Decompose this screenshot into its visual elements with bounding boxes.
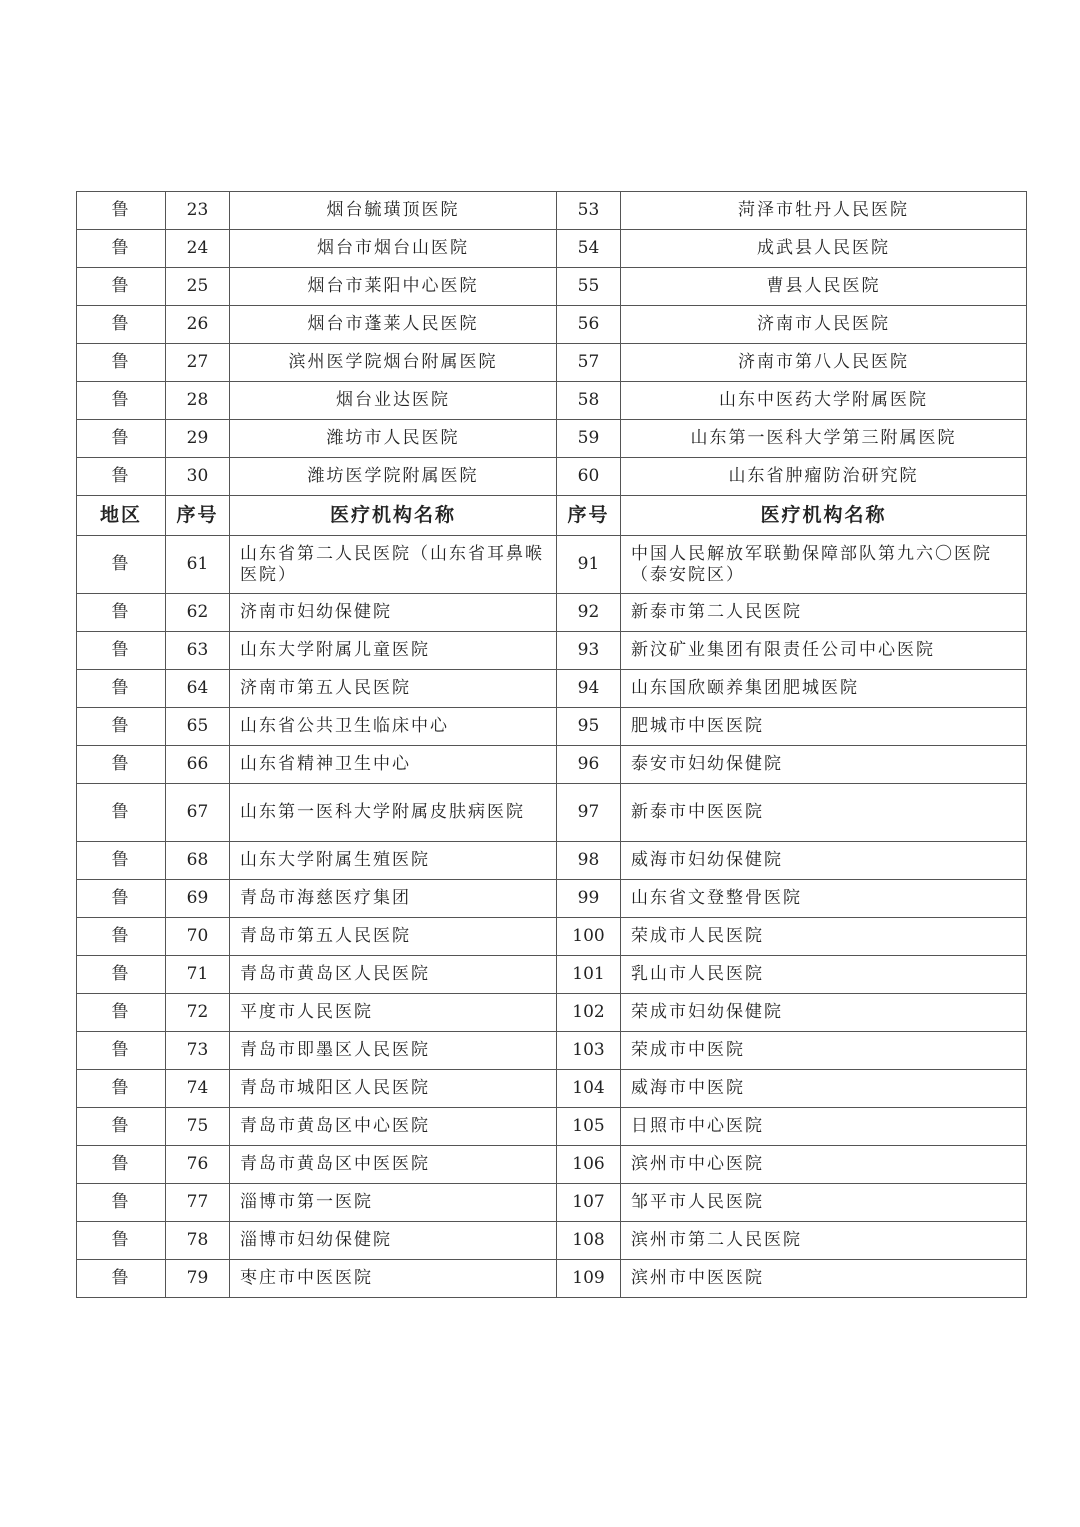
table-row <box>77 956 1027 994</box>
hospital-name-cell: 威海市妇幼保健院 <box>621 842 1027 880</box>
table-row <box>77 918 1027 956</box>
hospital-name-cell: 济南市人民医院 <box>621 306 1027 344</box>
table-row <box>77 708 1027 746</box>
number-cell: 74 <box>166 1070 230 1108</box>
hospital-name-cell: 山东省精神卫生中心 <box>230 746 557 784</box>
number-cell: 72 <box>166 994 230 1032</box>
region-cell: 鲁 <box>77 842 166 880</box>
region-cell: 鲁 <box>77 594 166 632</box>
region-cell: 鲁 <box>77 1146 166 1184</box>
table-row <box>77 1184 1027 1222</box>
region-cell: 鲁 <box>77 306 166 344</box>
hospital-name-cell: 潍坊医学院附属医院 <box>230 458 557 496</box>
region-cell: 鲁 <box>77 1108 166 1146</box>
hospital-name-cell: 烟台市烟台山医院 <box>230 230 557 268</box>
hospital-name-cell: 威海市中医院 <box>621 1070 1027 1108</box>
number-cell: 91 <box>557 536 621 594</box>
hospital-name-cell: 荣成市中医院 <box>621 1032 1027 1070</box>
hospital-name-cell: 青岛市黄岛区中医医院 <box>230 1146 557 1184</box>
number-cell: 53 <box>557 192 621 230</box>
hospital-name-cell: 山东大学附属生殖医院 <box>230 842 557 880</box>
number-cell: 54 <box>557 230 621 268</box>
name-header: 医疗机构名称 <box>230 496 557 536</box>
table-row <box>77 1108 1027 1146</box>
region-cell: 鲁 <box>77 192 166 230</box>
table-row <box>77 746 1027 784</box>
number-cell: 100 <box>557 918 621 956</box>
number-cell: 67 <box>166 784 230 842</box>
region-cell: 鲁 <box>77 1070 166 1108</box>
number-cell: 69 <box>166 880 230 918</box>
number-cell: 104 <box>557 1070 621 1108</box>
hospital-name-cell: 青岛市黄岛区中心医院 <box>230 1108 557 1146</box>
hospital-name-cell: 日照市中心医院 <box>621 1108 1027 1146</box>
hospital-name-cell: 滨州市第二人民医院 <box>621 1222 1027 1260</box>
number-cell: 56 <box>557 306 621 344</box>
number-cell: 105 <box>557 1108 621 1146</box>
table-row <box>77 192 1027 230</box>
number-cell: 94 <box>557 670 621 708</box>
hospital-name-cell: 泰安市妇幼保健院 <box>621 746 1027 784</box>
table-row <box>77 382 1027 420</box>
table-row <box>77 994 1027 1032</box>
table-row <box>77 230 1027 268</box>
number-cell: 92 <box>557 594 621 632</box>
number-cell: 66 <box>166 746 230 784</box>
number-cell: 79 <box>166 1260 230 1298</box>
number-cell: 27 <box>166 344 230 382</box>
hospital-name-cell: 乳山市人民医院 <box>621 956 1027 994</box>
hospital-name-cell: 烟台市莱阳中心医院 <box>230 268 557 306</box>
hospital-name-cell: 滨州市中医医院 <box>621 1260 1027 1298</box>
number-cell: 65 <box>166 708 230 746</box>
number-cell: 103 <box>557 1032 621 1070</box>
table-row <box>77 1222 1027 1260</box>
number-cell: 57 <box>557 344 621 382</box>
number-cell: 98 <box>557 842 621 880</box>
region-cell: 鲁 <box>77 536 166 594</box>
region-cell: 鲁 <box>77 708 166 746</box>
hospital-name-cell: 济南市第八人民医院 <box>621 344 1027 382</box>
region-cell: 鲁 <box>77 1184 166 1222</box>
number-cell: 68 <box>166 842 230 880</box>
number-cell: 70 <box>166 918 230 956</box>
number-cell: 108 <box>557 1222 621 1260</box>
table-row <box>77 670 1027 708</box>
number-cell: 73 <box>166 1032 230 1070</box>
table-row <box>77 536 1027 594</box>
region-cell: 鲁 <box>77 670 166 708</box>
hospital-name-cell: 青岛市即墨区人民医院 <box>230 1032 557 1070</box>
number-cell: 30 <box>166 458 230 496</box>
hospital-name-cell: 山东省第二人民医院（山东省耳鼻喉医院） <box>230 536 557 594</box>
hospital-name-cell: 新汶矿业集团有限责任公司中心医院 <box>621 632 1027 670</box>
region-cell: 鲁 <box>77 420 166 458</box>
number-cell: 60 <box>557 458 621 496</box>
hospital-name-cell: 山东第一医科大学附属皮肤病医院 <box>230 784 557 842</box>
hospital-name-cell: 滨州市中心医院 <box>621 1146 1027 1184</box>
hospital-name-cell: 成武县人民医院 <box>621 230 1027 268</box>
number-cell: 64 <box>166 670 230 708</box>
number-cell: 71 <box>166 956 230 994</box>
number-cell: 78 <box>166 1222 230 1260</box>
hospital-name-cell: 青岛市第五人民医院 <box>230 918 557 956</box>
hospital-name-cell: 山东省公共卫生临床中心 <box>230 708 557 746</box>
hospital-name-cell: 新泰市中医医院 <box>621 784 1027 842</box>
region-cell: 鲁 <box>77 994 166 1032</box>
hospital-name-cell: 新泰市第二人民医院 <box>621 594 1027 632</box>
number-cell: 63 <box>166 632 230 670</box>
hospital-name-cell: 青岛市城阳区人民医院 <box>230 1070 557 1108</box>
hospital-list-table <box>76 191 1027 1298</box>
number-cell: 26 <box>166 306 230 344</box>
table-row <box>77 1070 1027 1108</box>
hospital-name-cell: 肥城市中医医院 <box>621 708 1027 746</box>
number-header: 序号 <box>166 496 230 536</box>
hospital-name-cell: 济南市妇幼保健院 <box>230 594 557 632</box>
hospital-name-cell: 青岛市海慈医疗集团 <box>230 880 557 918</box>
number-cell: 55 <box>557 268 621 306</box>
hospital-name-cell: 烟台市蓬莱人民医院 <box>230 306 557 344</box>
number-cell: 76 <box>166 1146 230 1184</box>
number-cell: 97 <box>557 784 621 842</box>
hospital-name-cell: 平度市人民医院 <box>230 994 557 1032</box>
region-cell: 鲁 <box>77 230 166 268</box>
region-cell: 鲁 <box>77 784 166 842</box>
hospital-name-cell: 淄博市第一医院 <box>230 1184 557 1222</box>
number-cell: 58 <box>557 382 621 420</box>
hospital-name-cell: 中国人民解放军联勤保障部队第九六〇医院（泰安院区） <box>621 536 1027 594</box>
number-cell: 75 <box>166 1108 230 1146</box>
table-row <box>77 1032 1027 1070</box>
hospital-name-cell: 潍坊市人民医院 <box>230 420 557 458</box>
hospital-name-cell: 荣成市妇幼保健院 <box>621 994 1027 1032</box>
hospital-name-cell: 烟台业达医院 <box>230 382 557 420</box>
number-cell: 29 <box>166 420 230 458</box>
table-header-row <box>77 496 1027 536</box>
name-header: 医疗机构名称 <box>621 496 1027 536</box>
number-cell: 59 <box>557 420 621 458</box>
hospital-name-cell: 山东省文登整骨医院 <box>621 880 1027 918</box>
number-cell: 62 <box>166 594 230 632</box>
region-cell: 鲁 <box>77 1260 166 1298</box>
hospital-name-cell: 山东第一医科大学第三附属医院 <box>621 420 1027 458</box>
region-cell: 鲁 <box>77 880 166 918</box>
region-cell: 鲁 <box>77 632 166 670</box>
region-cell: 鲁 <box>77 918 166 956</box>
hospital-name-cell: 菏泽市牡丹人民医院 <box>621 192 1027 230</box>
region-header: 地区 <box>77 496 166 536</box>
number-cell: 107 <box>557 1184 621 1222</box>
region-cell: 鲁 <box>77 268 166 306</box>
number-cell: 96 <box>557 746 621 784</box>
hospital-name-cell: 山东大学附属儿童医院 <box>230 632 557 670</box>
table-row <box>77 594 1027 632</box>
table-row <box>77 268 1027 306</box>
number-header: 序号 <box>557 496 621 536</box>
number-cell: 101 <box>557 956 621 994</box>
number-cell: 28 <box>166 382 230 420</box>
number-cell: 23 <box>166 192 230 230</box>
region-cell: 鲁 <box>77 746 166 784</box>
region-cell: 鲁 <box>77 956 166 994</box>
table-row <box>77 1146 1027 1184</box>
table-row <box>77 420 1027 458</box>
hospital-name-cell: 山东省肿瘤防治研究院 <box>621 458 1027 496</box>
hospital-name-cell: 济南市第五人民医院 <box>230 670 557 708</box>
hospital-name-cell: 枣庄市中医医院 <box>230 1260 557 1298</box>
region-cell: 鲁 <box>77 1222 166 1260</box>
table-row <box>77 458 1027 496</box>
table-row <box>77 1260 1027 1298</box>
number-cell: 99 <box>557 880 621 918</box>
table-row <box>77 842 1027 880</box>
region-cell: 鲁 <box>77 382 166 420</box>
number-cell: 25 <box>166 268 230 306</box>
region-cell: 鲁 <box>77 458 166 496</box>
number-cell: 109 <box>557 1260 621 1298</box>
number-cell: 24 <box>166 230 230 268</box>
table-row <box>77 344 1027 382</box>
table-row <box>77 632 1027 670</box>
hospital-name-cell: 滨州医学院烟台附属医院 <box>230 344 557 382</box>
hospital-name-cell: 淄博市妇幼保健院 <box>230 1222 557 1260</box>
hospital-name-cell: 山东中医药大学附属医院 <box>621 382 1027 420</box>
hospital-name-cell: 曹县人民医院 <box>621 268 1027 306</box>
number-cell: 93 <box>557 632 621 670</box>
region-cell: 鲁 <box>77 344 166 382</box>
number-cell: 102 <box>557 994 621 1032</box>
hospital-name-cell: 烟台毓璜顶医院 <box>230 192 557 230</box>
hospital-name-cell: 山东国欣颐养集团肥城医院 <box>621 670 1027 708</box>
hospital-name-cell: 邹平市人民医院 <box>621 1184 1027 1222</box>
region-cell: 鲁 <box>77 1032 166 1070</box>
number-cell: 106 <box>557 1146 621 1184</box>
hospital-list-table-wrapper <box>76 191 1026 1298</box>
table-row <box>77 306 1027 344</box>
number-cell: 95 <box>557 708 621 746</box>
number-cell: 77 <box>166 1184 230 1222</box>
hospital-name-cell: 青岛市黄岛区人民医院 <box>230 956 557 994</box>
hospital-name-cell: 荣成市人民医院 <box>621 918 1027 956</box>
number-cell: 61 <box>166 536 230 594</box>
table-row <box>77 784 1027 842</box>
table-row <box>77 880 1027 918</box>
